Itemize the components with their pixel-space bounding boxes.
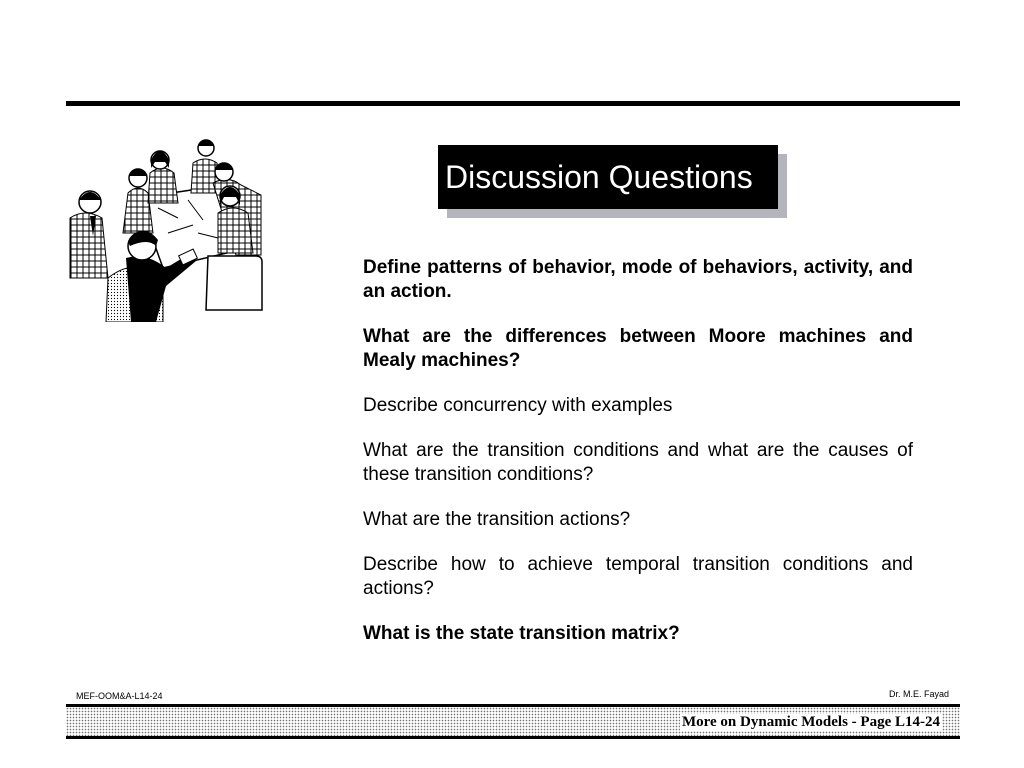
- footer-caption: More on Dynamic Models - Page L14-24: [681, 714, 940, 730]
- question-item: What are the differences between Moore machines and Mealy machines?: [363, 326, 913, 371]
- question-item: What are the transition conditions and what are the causes of these transition conditions?: [363, 440, 913, 485]
- author-name: Dr. M.E. Fayad: [888, 689, 949, 699]
- meeting-clipart-icon: [68, 138, 266, 322]
- footer-band: [66, 704, 960, 739]
- slide-code: MEF-OOM&A-L14-24: [76, 691, 163, 701]
- question-list: [363, 256, 913, 667]
- title-block: [438, 145, 778, 209]
- question-item: What are the transition actions?: [363, 509, 631, 530]
- question-item: Describe concurrency with examples: [363, 395, 673, 416]
- top-rule: [66, 101, 960, 106]
- question-item: What is the state transition matrix?: [363, 623, 680, 644]
- question-item: Define patterns of behavior, mode of behaviors, activity, and an action.: [363, 257, 913, 302]
- page-title: Discussion Questions: [438, 145, 778, 209]
- question-item: Describe how to achieve temporal transition conditions and actions?: [363, 554, 913, 599]
